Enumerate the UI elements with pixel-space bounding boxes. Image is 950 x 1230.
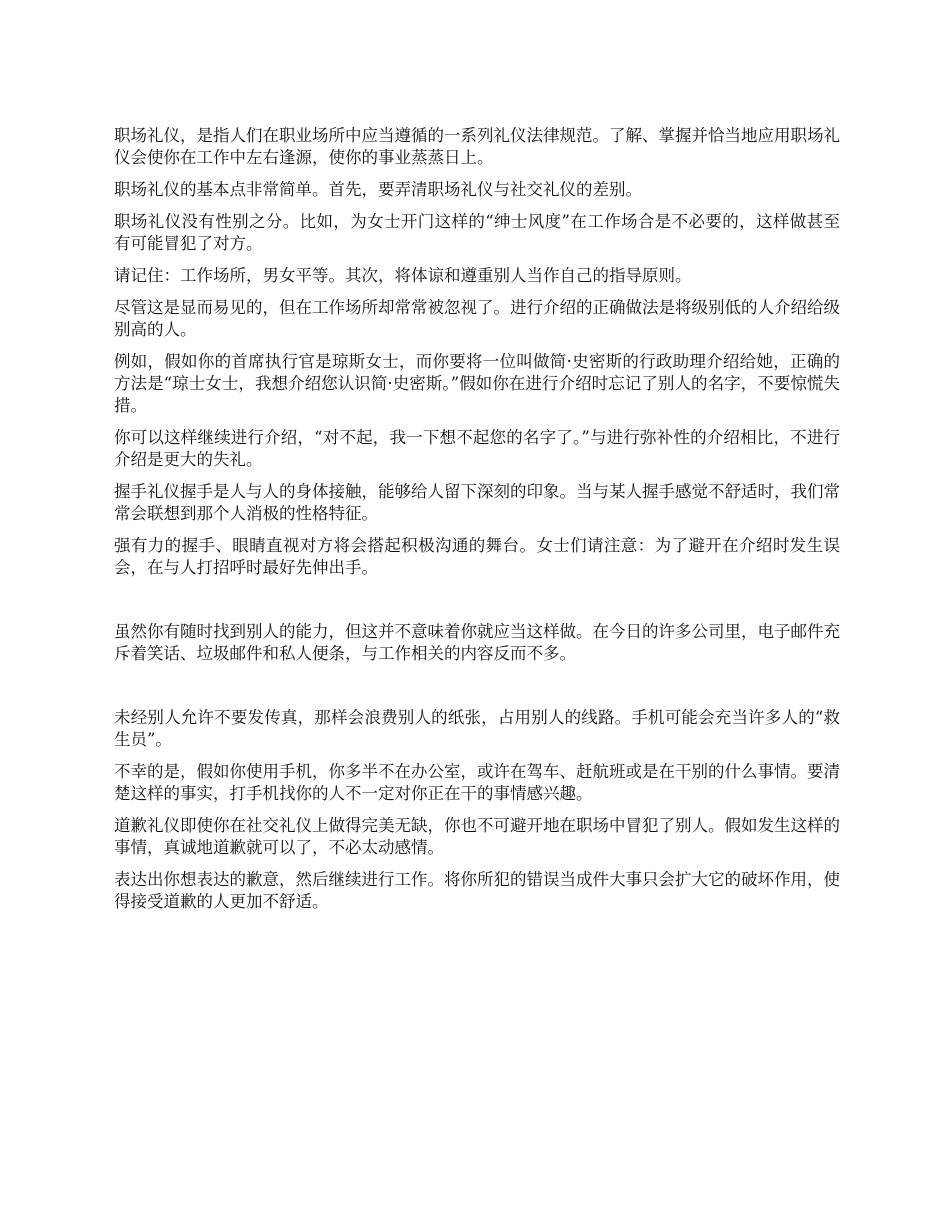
- paragraph-mobile-phone: 不幸的是，假如你使用手机，你多半不在办公室，或许在驾车、赶航班或是在干别的什么事情。要清楚这样的事实，打手机找你的人不一定对你正在干的事情感兴趣。: [114, 762, 840, 803]
- paragraph-email: 虽然你有随时找到别人的能力，但这并不意味着你就应当这样做。在今日的许多公司里，电子邮件充斥着笑话、垃圾邮件和私人便条，与工作相关的内容反而不多。: [114, 622, 840, 663]
- paragraph-apology: 道歉礼仪即使你在社交礼仪上做得完美无缺，你也不可避开地在职场中冒犯了别人。假如发生这样的事情，真诚地道歉就可以了，不必太动感情。: [114, 816, 840, 857]
- paragraph-handshake: 握手礼仪握手是人与人的身体接触，能够给人留下深刻的印象。当与某人握手感觉不舒适时，我们常常会联想到那个人消极的性格特征。: [114, 482, 840, 523]
- paragraph-forgot-name: 你可以这样继续进行介绍，“对不起，我一下想不起您的名字了。”与进行弥补性的介绍相比，不进行介绍是更大的失礼。: [114, 428, 840, 469]
- paragraph-basic-points: 职场礼仪的基本点非常简单。首先，要弄清职场礼仪与社交礼仪的差别。: [114, 180, 642, 199]
- section-gap: [114, 589, 840, 621]
- paragraph-fax-phone: 未经别人允许不要发传真，那样会浪费别人的纸张，占用别人的线路。手机可能会充当许多人的“救生员”。: [114, 708, 840, 749]
- paragraph-firm-handshake: 强有力的握手、眼睛直视对方将会搭起积极沟通的舞台。女士们请注意：为了避开在介绍时发生误会，在与人打招呼时最好先伸出手。: [114, 536, 840, 577]
- paragraph-introduction-rule: 尽管这是显而易见的，但在工作场所却常常被忽视了。进行介绍的正确做法是将级别低的人介绍给级别高的人。: [114, 298, 840, 339]
- paragraph-no-gender: 职场礼仪没有性别之分。比如，为女士开门这样的“绅士风度”在工作场合是不必要的，这样做甚至有可能冒犯了对方。: [114, 212, 840, 253]
- paragraph-apology-continue: 表达出你想表达的歉意，然后继续进行工作。将你所犯的错误当成件大事只会扩大它的破坏作用，使得接受道歉的人更加不舒适。: [114, 870, 840, 911]
- section-gap: [114, 675, 840, 707]
- paragraph-introduction-example: 例如，假如你的首席执行官是琼斯女士，而你要将一位叫做简·史密斯的行政助理介绍给她，正确的方法是“琼士女士，我想介绍您认识简·史密斯。”假如你在进行介绍时忘记了别人的名字，不要惊慌失措。: [114, 352, 840, 415]
- paragraph-workplace-etiquette-definition: 职场礼仪，是指人们在职业场所中应当遵循的一系列礼仪法律规范。了解、掌握并恰当地应用职场礼仪会使你在工作中左右逢源，使你的事业蒸蒸日上。: [114, 126, 840, 167]
- paragraph-equality: 请记住：工作场所，男女平等。其次，将体谅和遵重别人当作自己的指导原则。: [114, 266, 692, 285]
- document-body: [114, 125, 840, 923]
